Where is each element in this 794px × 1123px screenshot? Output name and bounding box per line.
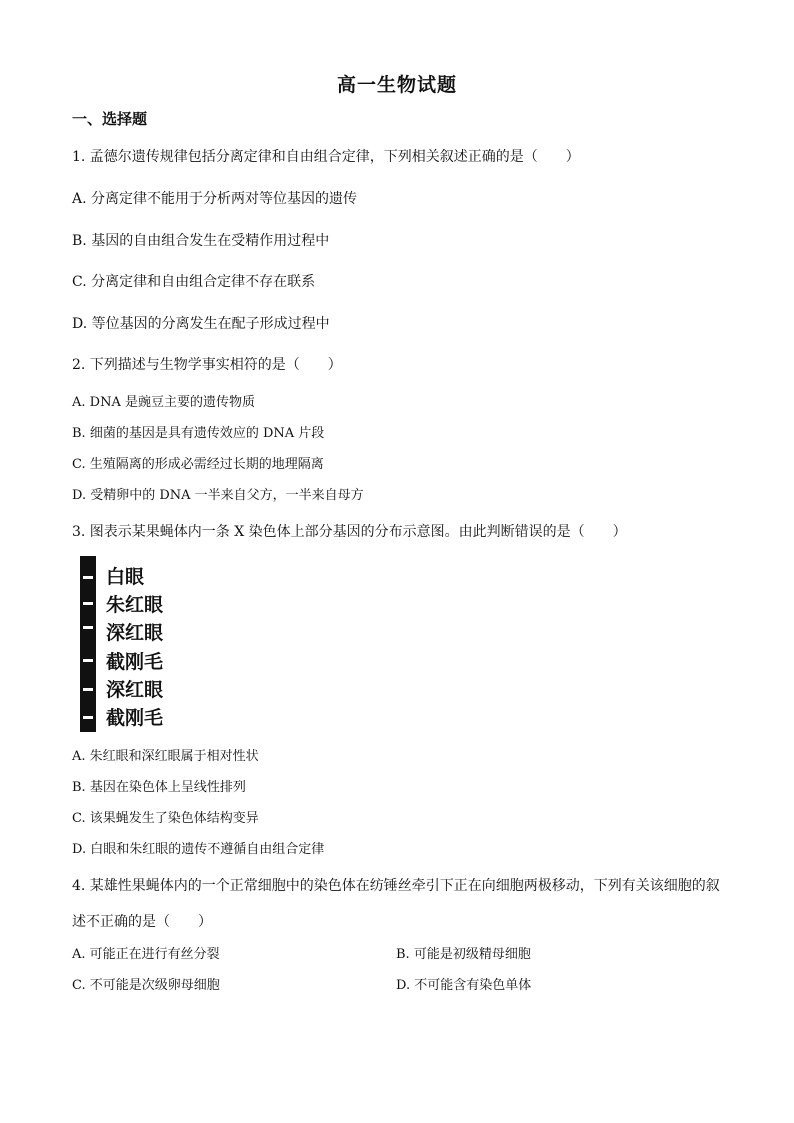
gene-band xyxy=(83,626,93,629)
gene-band xyxy=(83,602,93,605)
gene-label: 朱红眼 xyxy=(106,594,164,616)
question-2-option-a: A. DNA 是豌豆主要的遗传物质 xyxy=(72,395,255,410)
question-4-stem-line-2: 述不正确的是（ ） xyxy=(72,914,212,930)
question-2-option-c: C. 生殖隔离的形成必需经过长期的地理隔离 xyxy=(72,457,324,472)
question-1-option-d: D. 等位基因的分离发生在配子形成过程中 xyxy=(72,316,330,332)
question-1-stem: 1. 孟德尔遗传规律包括分离定律和自由组合定律，下列相关叙述正确的是（ ） xyxy=(72,149,580,165)
question-1-option-b: B. 基因的自由组合发生在受精作用过程中 xyxy=(72,233,330,249)
question-1-option-c: C. 分离定律和自由组合定律不存在联系 xyxy=(72,274,316,290)
chromosome-bar xyxy=(80,556,96,732)
gene-label: 深红眼 xyxy=(106,679,164,701)
section-heading: 一、选择题 xyxy=(72,110,148,128)
question-4-stem-line-1: 4. 某雄性果蝇体内的一个正常细胞中的染色体在纺锤丝牵引下正在向细胞两极移动，下列有关该细胞的叙 xyxy=(72,878,720,894)
question-4-option-d: D. 不可能含有染色单体 xyxy=(396,978,532,993)
gene-label: 白眼 xyxy=(106,566,145,588)
gene-band xyxy=(83,716,93,719)
question-2-option-b: B. 细菌的基因是具有遗传效应的 DNA 片段 xyxy=(72,426,325,441)
question-4-option-b: B. 可能是初级精母细胞 xyxy=(396,947,531,962)
x-chromosome-gene-map xyxy=(80,556,200,732)
question-1-option-a: A. 分离定律不能用于分析两对等位基因的遗传 xyxy=(72,191,358,207)
question-4-option-c: C. 不可能是次级卵母细胞 xyxy=(72,978,220,993)
gene-band xyxy=(83,659,93,662)
question-3-stem: 3. 图表示某果蝇体内一条 X 染色体上部分基因的分布示意图。由此判断错误的是（ ） xyxy=(72,524,627,540)
question-3-option-a: A. 朱红眼和深红眼属于相对性状 xyxy=(72,749,259,764)
question-4-option-a: A. 可能正在进行有丝分裂 xyxy=(72,947,220,962)
gene-band xyxy=(83,576,93,579)
question-3-option-d: D. 白眼和朱红眼的遗传不遵循自由组合定律 xyxy=(72,842,325,857)
page-title: 高一生物试题 xyxy=(336,74,457,96)
gene-label: 截刚毛 xyxy=(106,651,164,673)
question-3-option-b: B. 基因在染色体上呈线性排列 xyxy=(72,780,246,795)
question-2-option-d: D. 受精卵中的 DNA 一半来自父方，一半来自母方 xyxy=(72,488,364,503)
question-2-stem: 2. 下列描述与生物学事实相符的是（ ） xyxy=(72,357,342,373)
gene-label: 深红眼 xyxy=(106,622,164,644)
gene-label: 截刚毛 xyxy=(106,707,164,729)
gene-band xyxy=(83,688,93,691)
question-3-option-c: C. 该果蝇发生了染色体结构变异 xyxy=(72,811,259,826)
